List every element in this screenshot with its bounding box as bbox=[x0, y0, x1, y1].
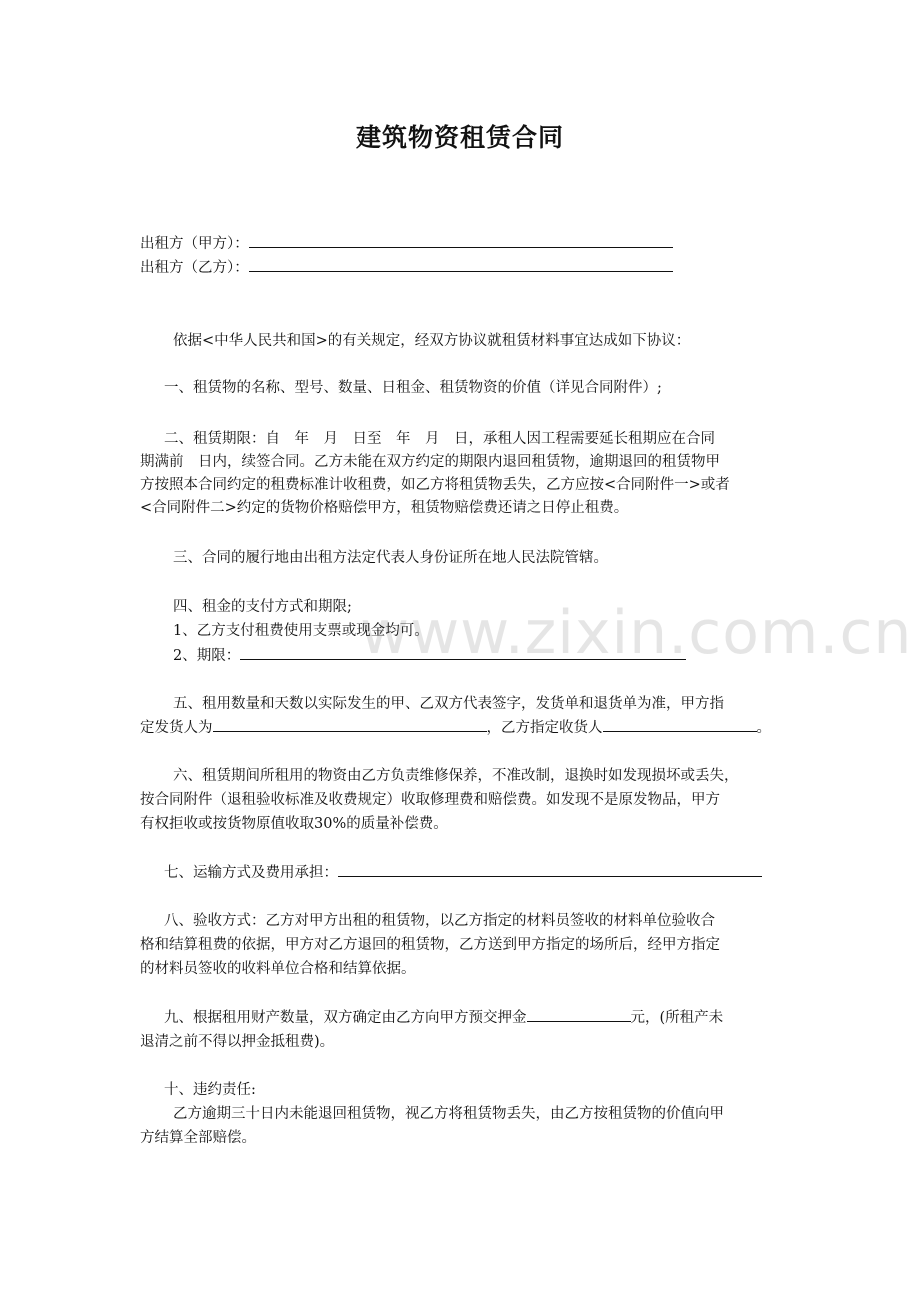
clause-4-head: 四、租金的支付方式和期限; bbox=[173, 599, 352, 615]
clause-9-text-b: 元，(所租产未 bbox=[630, 1010, 724, 1026]
watermark: www.zixin.com.cn bbox=[360, 598, 913, 668]
clause-5-text-c: 。 bbox=[756, 720, 771, 736]
clause-4-item-2-label: 2、期限： bbox=[173, 648, 241, 664]
clause-9-text-a: 九、根据租用财产数量，双方确定由乙方向甲方预交押金 bbox=[164, 1010, 527, 1026]
clause-6-line-2: 按合同附件（退租验收标准及收费规定）收取修理费和赔偿费。如发现不是原发物品，甲方 bbox=[140, 792, 720, 808]
clause-7-label: 七、运输方式及费用承担： bbox=[164, 865, 338, 881]
clause-5-text-b: ，乙方指定收货人 bbox=[486, 720, 603, 736]
intro-text: 依据<中华人民共和国>的有关规定，经双方协议就租赁材料事宜达成如下协议： bbox=[173, 333, 691, 349]
clause-1: 一、租赁物的名称、型号、数量、日租金、租赁物资的价值（详见合同附件）; bbox=[164, 380, 662, 396]
clause-9-line-2: 退清之前不得以押金抵租费)。 bbox=[140, 1034, 335, 1050]
receiver-blank[interactable] bbox=[603, 717, 757, 732]
clause-7-line bbox=[164, 862, 762, 885]
clause-5-line-2 bbox=[140, 717, 771, 740]
clause-5-line-1: 五、租用数量和天数以实际发生的甲、乙双方代表签字，发货单和退货单为准，甲方指 bbox=[173, 696, 724, 712]
clause-2-line-3: 方按照本合同约定的租费标准计收租费，如乙方将租赁物丢失，乙方应按<合同附件一>或者 bbox=[140, 477, 730, 493]
transport-blank[interactable] bbox=[338, 862, 762, 877]
party-a-blank[interactable] bbox=[249, 233, 673, 248]
clause-6-line-3: 有权拒收或按货物原值收取30%的质量补偿费。 bbox=[140, 816, 448, 832]
clause-4-item-1: 1、乙方支付租费使用支票或现金均可。 bbox=[173, 623, 429, 639]
clause-2-line-1: 二、租赁期限：自 年 月 日至 年 月 日，承租人因工程需要延长租期应在合同 bbox=[164, 431, 715, 447]
clause-5-text-a: 定发货人为 bbox=[140, 720, 213, 736]
shipper-blank[interactable] bbox=[213, 717, 487, 732]
clause-2-line-4: <合同附件二>约定的货物价格赔偿甲方，租赁物赔偿费还请之日停止租费。 bbox=[140, 500, 629, 516]
party-b-line bbox=[140, 257, 673, 280]
clause-6-line-1: 六、租赁期间所租用的物资由乙方负责维修保养，不准改制，退换时如发现损坏或丢失， bbox=[173, 768, 739, 784]
clause-8-line-3: 的材料员签收的收料单位合格和结算依据。 bbox=[140, 961, 416, 977]
clause-10-line-2: 方结算全部赔偿。 bbox=[140, 1130, 256, 1146]
party-b-label: 出租方（乙方）： bbox=[140, 260, 249, 276]
clause-3: 三、合同的履行地由出租方法定代表人身份证所在地人民法院管辖。 bbox=[173, 550, 608, 566]
clause-10-head: 十、违约责任: bbox=[164, 1082, 256, 1098]
document-title: 建筑物资租赁合同 bbox=[355, 123, 564, 152]
party-a-line bbox=[140, 233, 673, 256]
party-a-label: 出租方（甲方）： bbox=[140, 236, 249, 252]
party-b-blank[interactable] bbox=[249, 257, 673, 272]
clause-8-line-1: 八、验收方式：乙方对甲方出租的租赁物，以乙方指定的材料员签收的材料单位验收合 bbox=[164, 913, 715, 929]
term-blank[interactable] bbox=[240, 645, 686, 660]
clause-4-item-2 bbox=[173, 645, 686, 668]
clause-8-line-2: 格和结算租费的依据，甲方对乙方退回的租赁物，乙方送到甲方指定的场所后，经甲方指定 bbox=[140, 937, 720, 953]
clause-2-line-2: 期满前 日内，续签合同。乙方未能在双方约定的期限内退回租赁物，逾期退回的租赁物甲 bbox=[140, 454, 720, 470]
deposit-blank[interactable] bbox=[527, 1007, 631, 1022]
clause-10-line-1: 乙方逾期三十日内未能退回租赁物，视乙方将租赁物丢失，由乙方按租赁物的价值向甲 bbox=[173, 1106, 724, 1122]
clause-9-line-1 bbox=[164, 1007, 723, 1030]
